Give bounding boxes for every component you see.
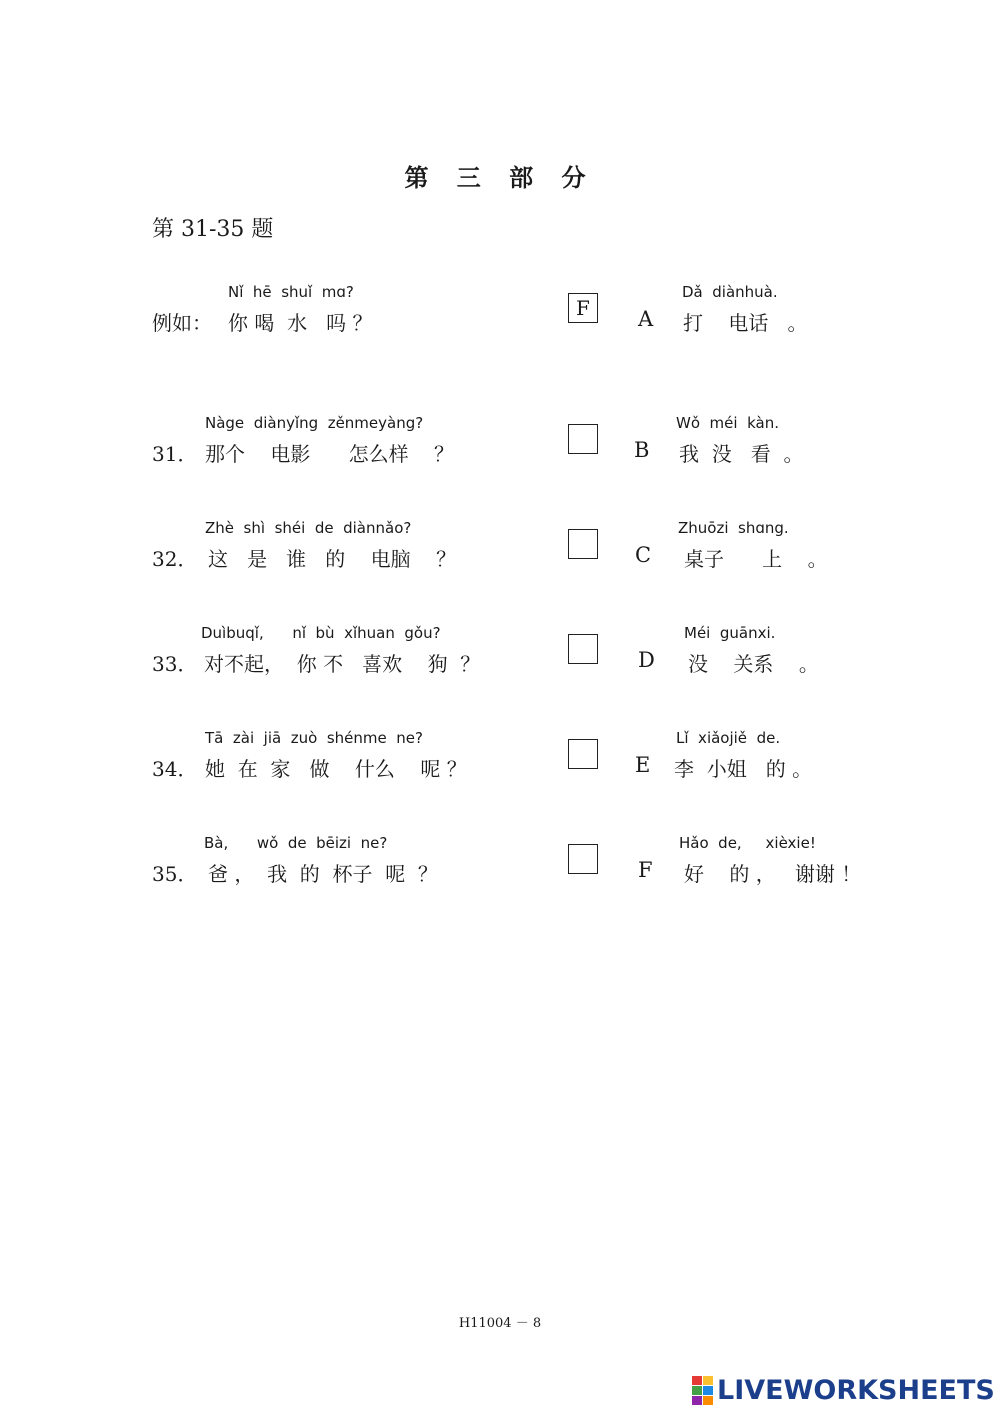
question-chinese: 她 在 家 做 什么 呢 ？ [205,757,467,781]
answer-chinese: 我 没 看 。 [679,442,804,466]
question-row [0,834,1000,904]
question-chinese: 这 是 谁 的 电脑 ？ [208,547,457,571]
answer-input-box[interactable] [568,739,598,769]
question-pinyin: Tā zài jiā zuò shénme ne? [205,729,423,747]
answer-pinyin: Wǒ méi kàn. [676,414,779,432]
question-row [0,414,1000,484]
answer-letter: E [635,753,651,777]
question-number: 33． [152,652,198,676]
answer-chinese: 李 小姐 的 。 [674,757,813,781]
answer-input-box[interactable] [568,844,598,874]
example-pinyin: Nǐ hē shuǐ mɑ? [228,283,354,301]
question-chinese: 那个 电影 怎么样 ？ [205,442,455,466]
question-number: 35． [152,862,198,886]
answer-letter: C [635,543,652,567]
liveworksheets-brand [692,1374,995,1406]
answer-pinyin: Hǎo de, xièxie! [679,834,816,852]
liveworksheets-logo-icon [692,1376,713,1405]
question-row [0,729,1000,799]
example-row [0,283,1000,353]
example-chinese: 你 喝 水 吗 ？ [228,311,373,335]
answer-chinese: 好 的 ， 谢谢 ！ [684,862,862,886]
answer-pinyin: Dǎ diànhuà. [682,283,778,301]
page-footer: H11004 － 8 [458,1316,542,1331]
section-title: 第 三 部 分 [404,163,596,192]
question-pinyin: Nàge diànyǐng zěnmeyàng? [205,414,424,432]
answer-pinyin: Zhuōzi shɑng. [678,519,789,537]
question-number: 31． [152,442,198,466]
example-label: 例如： [152,311,212,335]
answer-pinyin: Lǐ xiǎojiě de. [676,729,781,747]
answer-chinese: 没 关系 。 [688,652,819,676]
brand-name: LIVEWORKSHEETS [717,1374,995,1406]
answer-input-box[interactable] [568,634,598,664]
question-number: 34． [152,757,198,781]
question-chinese: 对不起， 你 不 喜欢 狗 ？ [204,652,481,676]
answer-chinese: 桌子 上 。 [684,547,828,571]
answer-letter: D [638,648,655,672]
question-row [0,519,1000,589]
answer-pinyin: Méi guānxi. [684,624,776,642]
answer-letter: A [638,307,654,331]
answer-input-box[interactable] [568,529,598,559]
answer-letter: B [634,438,650,462]
question-number: 32． [152,547,198,571]
question-pinyin: Bà, wǒ de bēizi ne? [204,834,388,852]
question-chinese: 爸 ， 我 的 杯子 呢 ？ [208,862,438,886]
answer-chinese: 打 电话 。 [683,311,808,335]
example-answer-box: F [568,293,598,323]
answer-letter: F [638,858,653,882]
question-pinyin: Duìbuqǐ, nǐ bù xǐhuan gǒu? [201,624,441,642]
question-row [0,624,1000,694]
question-pinyin: Zhè shì shéi de diànnǎo? [205,519,412,537]
answer-input-box[interactable] [568,424,598,454]
question-range: 第 31-35 题 [152,217,274,242]
